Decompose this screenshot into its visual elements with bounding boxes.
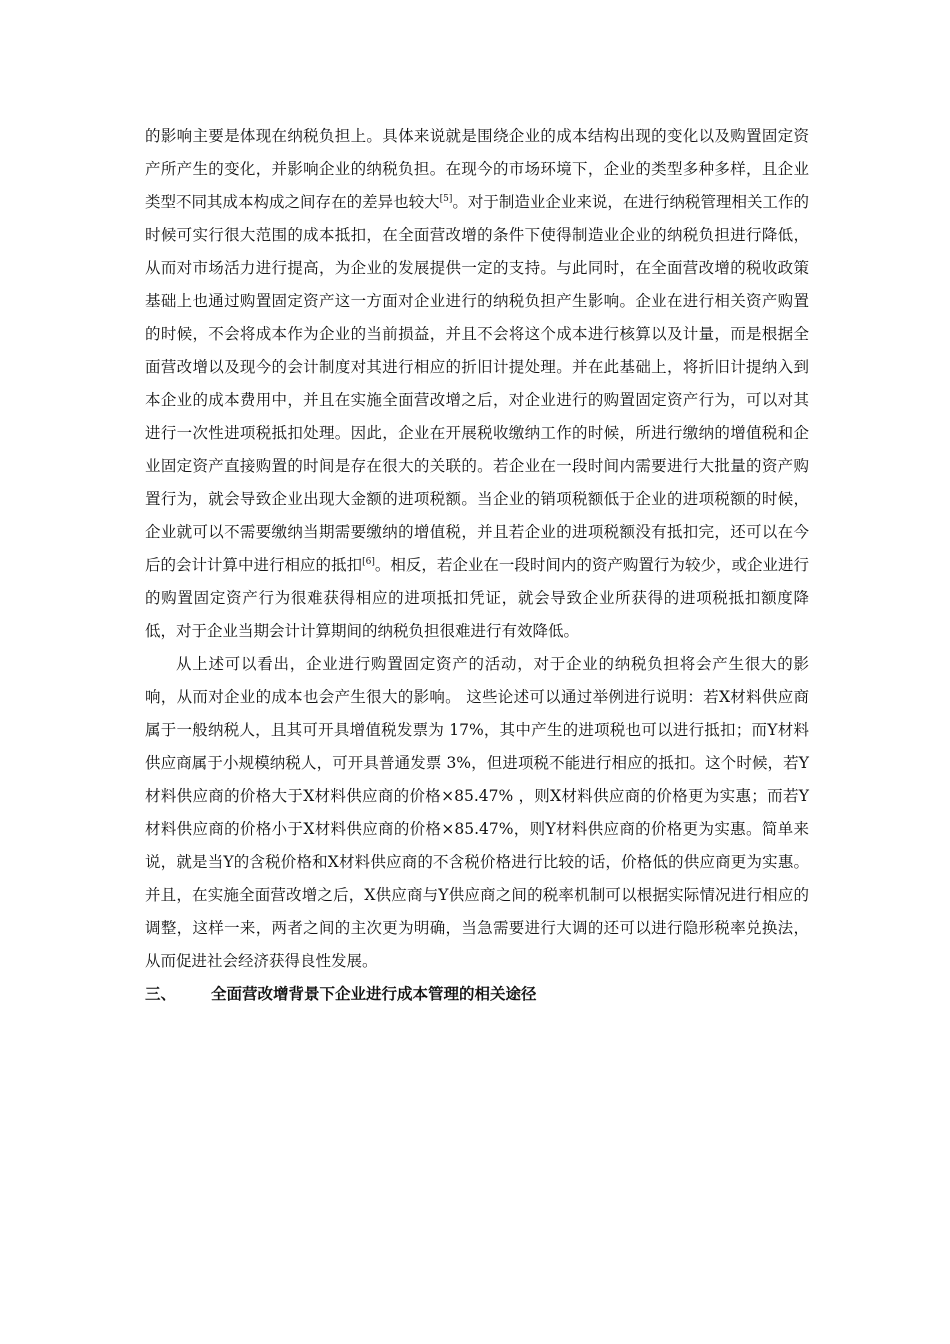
section-heading <box>145 978 809 1011</box>
paragraph-text: 。相反，若企业在一段时间内的资产购置行为较少，或企业进行的购置固定资产行为很难获得相应的进项抵扣凭证，就会导致企业所获得的进项税抵扣额度降低，对于企业当期会计计算期间的纳税负担很难进行有效降低。 <box>145 556 809 640</box>
paragraph-2 <box>145 648 809 978</box>
paragraph-text: 的影响主要是体现在纳税负担上。具体来说就是围绕企业的成本结构出现的变化以及购置固定资产所产生的变化，并影响企业的纳税负担。在现今的市场环境下，企业的类型多种多样，且企业类型不同其成本构成之间存在的差异也较大 <box>145 127 809 211</box>
body-text <box>145 120 809 1011</box>
paragraph-text: 。对于制造业企业来说，在进行纳税管理相关工作的时候可实行很大范围的成本抵扣，在全面营改增的条件下使得制造业企业的纳税负担进行降低，从而对市场活力进行提高，为企业的发展提供一定的支持。与此同时，在全面营改增的税收政策基础上也通过购置固定资产这一方面对企业进行的纳税负担产生影响。企业在进行相关资产购置的时候，不会将成本作为企业的当前损益，并且不会将这个成本进行核算以及计量，而是根据全面营改增以及现今的会计制度对其进行相应的折旧计提处理。并在此基础上，将折旧计提纳入到本企业的成本费用中，并且在实施全面营改增之后，对企业进行的购置固定资产行为，可以对其进行一次性进项税抵扣处理。因此，企业在开展税收缴纳工作的时候，所进行缴纳的增值税和企业固定资产直接购置的时间是存在很大的关联的。若企业在一段时间内需要进行大批量的资产购置行为，就会导致企业出现大金额的进项税额。当企业的销项税额低于企业的进项税额的时候，企业就可以不需要缴纳当期需要缴纳的增值税，并且若企业的进项税额没有抵扣完，还可以在今后的会计计算中进行相应的抵扣 <box>145 193 809 574</box>
section-title: 全面营改增背景下企业进行成本管理的相关途径 <box>211 985 537 1003</box>
citation-ref: [6] <box>362 556 375 567</box>
section-number: 三、 <box>145 985 177 1003</box>
citation-ref: [5] <box>439 193 453 204</box>
paragraph-text: 从上述可以看出，企业进行购置固定资产的活动，对于企业的纳税负担将会产生很大的影响，从而对企业的成本也会产生很大的影响。 这些论述可以通过举例进行说明：若X材料供应商属于一般纳税人，且其可开具增值税发票为 17%，其中产生的进项税也可以进行抵扣；而Y材料供应商属于小规模纳税人，可开具普通发票 3%，但进项税不能进行相应的抵扣。这个时候，若Y材料供应商的价格大于X材料供应商的价格×85.47% ，则X材料供应商的价格更为实惠；而若Y材料供应商的价格小于X材料供应商的价格×85.47%，则Y材料供应商的价格更为实惠。简单来说，就是当Y的含税价格和X材料供应商的不含税价格进行比较的话，价格低的供应商更为实惠。并且，在实施全面营改增之后，X供应商与Y供应商之间的税率机制可以根据实际情况进行相应的调整，这样一来，两者之间的主次更为明确，当急需要进行大调的还可以进行隐形税率兑换法，从而促进社会经济获得良性发展。 <box>145 655 809 970</box>
paragraph-1 <box>145 120 809 648</box>
